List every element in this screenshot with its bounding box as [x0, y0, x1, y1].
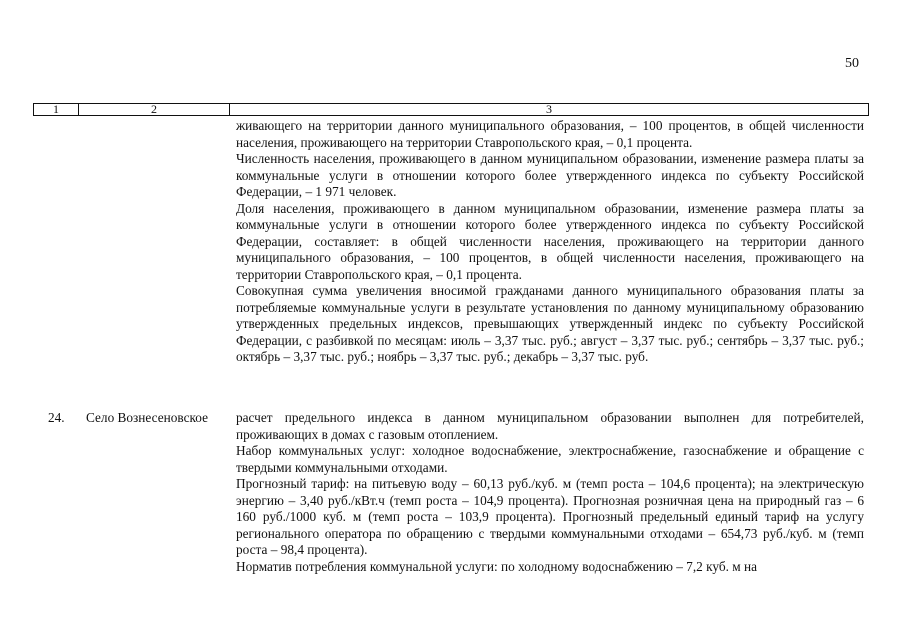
paragraph: Прогнозный тариф: на питьевую воду – 60,13 руб./куб. м (темп роста – 104,6 процента); на электрическую энергию – 3,40 руб./кВт.ч (темп роста – 104,9 процента). Прогнозная розничная цена на природный газ – 6 160 руб./1000 куб. м (темп роста – 103,9 процента). Прогнозный предельный единый тариф на услугу регионального оператора по обращению с твердыми коммунальными отходами – 654,73 руб./куб. м (темп роста – 98,4 процента).: [236, 476, 864, 557]
page-number: 50: [845, 56, 859, 71]
row-description: [236, 410, 864, 575]
table-header-row: [33, 103, 869, 116]
paragraph: Совокупная сумма увеличения вносимой гражданами данного муниципального образования платы за потребляемые коммунальные услуги в результате установления по данному муниципальному образованию утвержденных предельных индексов, превышающих утвержденный индекс по субъекту Российской Федерации, с разбивкой по месяцам: июль – 3,37 тыс. руб.; август – 3,37 тыс. руб.; сентябрь – 3,37 тыс. руб.; октябрь – 3,37 тыс. руб.; ноябрь – 3,37 тыс. руб.; декабрь – 3,37 тыс. руб.: [236, 283, 864, 364]
continuation-text: [236, 118, 864, 366]
paragraph: Набор коммунальных услуг: холодное водоснабжение, электроснабжение, газоснабжение и обращение с твердыми коммунальными отходами.: [236, 443, 864, 475]
table-header-col-3: 3: [546, 102, 552, 116]
paragraph: расчет предельного индекса в данном муниципальном образовании выполнен для потребителей, проживающих в домах с газовым отоплением.: [236, 410, 864, 442]
paragraph: Доля населения, проживающего в данном муниципальном образовании, изменение размера платы за коммунальные услуги в отношении которого более утвержденного индекса по субъекту Российской Федерации, составляет: в общей численности населения, проживающего на территории данного муниципального образования, – 100 процентов, в общей численности населения, проживающего на территории Ставропольского края, – 0,1 процента.: [236, 200, 864, 282]
table-header-col-1: 1: [34, 104, 79, 115]
row-municipality-name: Село Вознесеновское: [86, 410, 208, 425]
row-number: 24.: [48, 410, 65, 425]
paragraph: Норматив потребления коммунальной услуги: по холодному водоснабжению – 7,2 куб. м на: [236, 558, 758, 574]
paragraph: Численность населения, проживающего в данном муниципальном образовании, изменение размера платы за коммунальные услуги в отношении которого более утвержденного индекса по субъекту Российской Федерации, – 1 971 человек.: [236, 151, 864, 199]
paragraph: живающего на территории данного муниципального образования, – 100 процентов, в общей численности населения, проживающего на территории Ставропольского края, – 0,1 процента.: [236, 118, 864, 150]
table-header-col-2: 2: [79, 104, 230, 115]
